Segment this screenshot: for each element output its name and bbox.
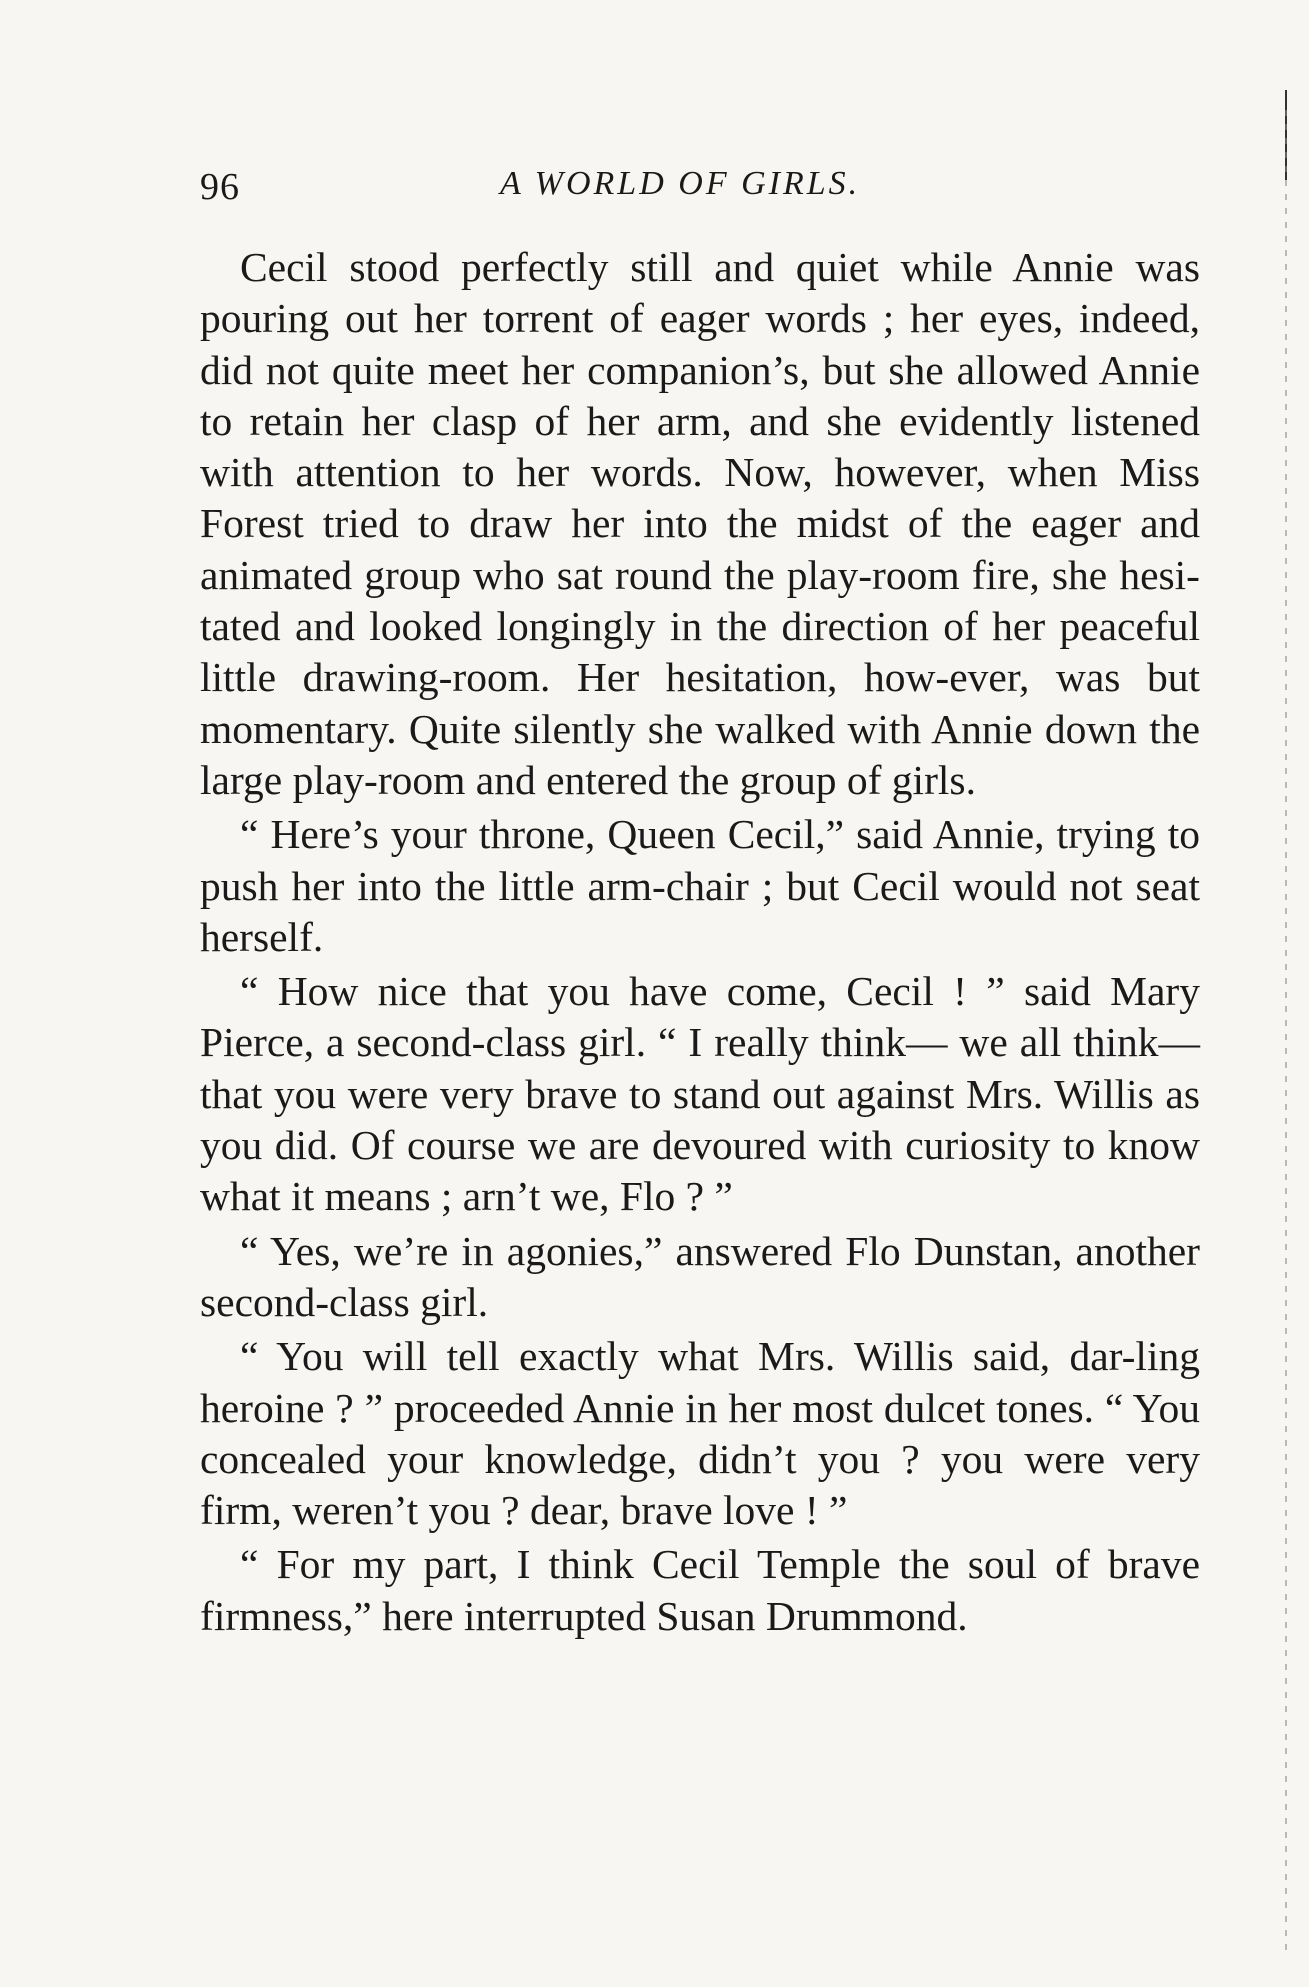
paragraph: “ Here’s your throne, Queen Cecil,” said Annie, trying to push her into the little arm-chair ; but Cecil would not seat herself. [200,811,1200,960]
page-edge-shadow [1285,110,1287,1950]
page-header [200,165,1200,215]
paragraph: “ Yes, we’re in agonies,” answered Flo Dunstan, another second-class girl. [200,1227,1200,1325]
running-title: A WORLD OF GIRLS. [500,165,861,202]
paragraph: “ You will tell exactly what Mrs. Willis said, dar-ling heroine ? ” proceeded Annie in her most dulcet tones. “ You concealed your knowledge, didn’t you ? you were very firm, weren’t you ? dear, brave love ! ” [200,1333,1200,1534]
paragraph: “ For my part, I think Cecil Temple the soul of brave firmness,” here interrupted Susan Drummond. [200,1541,1200,1639]
paragraph: “ How nice that you have come, Cecil ! ” said Mary Pierce, a second-class girl. “ I really think— we all think—that you were very brave to stand out against Mrs. Willis as you did. Of course we are devoured with curiosity to know what it means ; arn’t we, Flo ? ” [200,968,1200,1220]
page-number: 96 [200,166,240,208]
paragraph: Cecil stood perfectly still and quiet while Annie was pouring out her torrent of eager words ; her eyes, indeed, did not quite meet her companion’s, but she allowed Annie to retain her clasp of her arm, and she evidently listened with attention to her words. Now, however, when Miss Forest tried to draw her into the midst of the eager and animated group who sat round the play-room fire, she hesi-tated and looked longingly in the direction of her peaceful little drawing-room. Her hesitation, how-ever, was but momentary. Quite silently she walked with Annie down the large play-room and entered the group of girls. [200,244,1200,803]
body-text [200,242,1200,1642]
